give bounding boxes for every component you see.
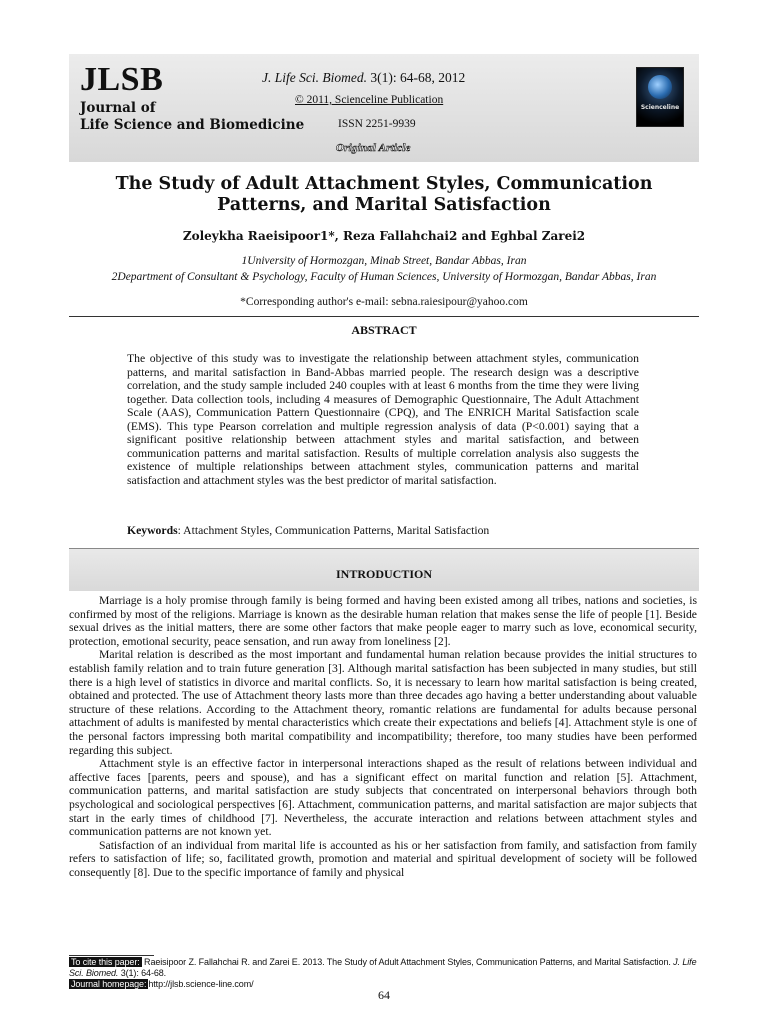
cite-journal: J. Life Sci. Biomed. (69, 957, 697, 978)
journal-name-line1: Journal of (80, 100, 156, 116)
citation-footnote (69, 957, 699, 990)
globe-icon (648, 75, 672, 99)
paragraph: Marital relation is described as the most important and fundamental human relation because provides the initial structures to establish family relation and to train future generation [3]. Although marital satisfaction has been subjected in many studies, but still there is a high level of statistics in divorce and marital conflicts. So, it is necessary to learn how marital satisfaction is being created, obtained and protected. The use of Attachment theory lasts more than three decades ago having a better understanding about valuable structure of these relations. According to the Attachment theory, romantic relations are fundamental for adults because personal attachment of adults is manifested by mental characteristics which create their expectations and beliefs [4]. Attachment style is one of the personal factors impressing both marital compatibility and incompatibility; therefore, too many studies have been performed regarding this subject. (69, 648, 697, 757)
author-list: Zoleykha Raeisipoor1*, Reza Fallahchai2 and Eghbal Zarei2 (182, 229, 586, 243)
citation-journal: J. Life Sci. Biomed. (262, 70, 367, 85)
homepage-label: Journal homepage: (71, 979, 147, 989)
cite-text: Raeisipoor Z. Fallahchai R. and Zarei E. 2013. The Study of Adult Attachment Styles, Communication Patterns, and Marital Satisfaction. (141, 957, 674, 967)
keywords-label: Keywords (127, 524, 178, 537)
introduction-heading: INTRODUCTION (335, 567, 432, 581)
scienceline-logo (636, 67, 684, 127)
paragraph: Attachment style is an effective factor in interpersonal interactions shaped as the result of relations between individual and affective faces [parents, peers and spouse), and has a significant effect on marital function and relation [5]. Attachment, communication patterns, and marital satisfaction are study subjects that concentrated on interpersonal behaviors through both psychological and sociological perspectives [6]. Attachment, communication patterns, and marital satisfaction are major subjects that start in the early times of childhood [7]. Nevertheless, the accurate interaction and relations between attachment styles and communication patterns are not known yet. (69, 757, 697, 839)
paragraph: Satisfaction of an individual from marital life is accounted as his or her satisfaction from family, and satisfaction from family refers to satisfaction of life; so, facilitated growth, promotion and material and spiritual development of society will be followed consequently [8]. Due to the specific importance of family and physical (69, 838, 697, 879)
footnote-rule (69, 955, 154, 956)
logo-text: Scienceline (640, 104, 680, 111)
journal-name-line2: Life Science and Biomedicine (80, 117, 305, 133)
homepage-url[interactable]: http://jlsb.science-line.com/ (148, 979, 254, 989)
journal-abbrev: JLSB (80, 61, 164, 98)
article-type-label: Original Article (336, 142, 411, 154)
affiliation-1: 1University of Hormozgan, Minab Street, Bandar Abbas, Iran (241, 255, 527, 267)
keywords (127, 524, 639, 537)
issn: ISSN 2251-9939 (338, 118, 416, 130)
corresponding-author: *Corresponding author's e-mail: sebna.raiesipour@yahoo.com (240, 296, 528, 308)
cite-line (69, 957, 699, 979)
journal-name (80, 100, 304, 134)
divider (69, 316, 699, 317)
introduction-body (69, 594, 697, 879)
journal-citation (262, 70, 465, 86)
cite-label: To cite this paper: (71, 957, 140, 967)
page-number: 64 (378, 988, 390, 1002)
abstract-text: The objective of this study was to investigate the relationship between attachment styles, communication patterns, and marital satisfaction in Band-Abbas married people. The research design was a descriptive correlation, and the study sample included 240 couples with at least 6 months from the time they were living together. Data collection tools, including 4 measures of Demographic Questionnaire, The Adult Attachment Scale (AAS), Communication Pattern Questionnaire (CPQ), and The ENRICH Marital Satisfaction scale (EMS). This type Pearson correlation and multiple regression analysis of data (P<0.001) saying that a significant positive relationship between attachment styles and marital satisfaction, and between communication patterns and marital satisfaction. Results of multiple correlation analysis also suggests the existence of multiple relationships between attachment styles, communication patterns and marital satisfaction and attachment styles was the best predictor of marital satisfaction. (127, 352, 639, 487)
keywords-list: : Attachment Styles, Communication Patterns, Marital Satisfaction (177, 524, 490, 537)
affiliation-2: 2Department of Consultant & Psychology, Faculty of Human Sciences, University of Hormozgan, Bandar Abbas, Iran (111, 271, 657, 283)
paper-title: The Study of Adult Attachment Styles, Communication Patterns, and Marital Satisfaction (115, 174, 653, 215)
copyright-link[interactable]: © 2011, Scienceline Publication (295, 94, 444, 106)
cite-tail: 3(1): 64-68. (118, 968, 167, 978)
abstract-heading: ABSTRACT (351, 323, 417, 337)
citation-volume: 3(1): 64-68, 2012 (366, 70, 466, 85)
paragraph: Marriage is a holy promise through family is being formed and having been existed among all tribes, nations and societies, is confirmed by most of the religions. Marriage is known as the desirable human relation that makes sense the life of people [1]. Beside sexual drives as the initial matters, there are some other factors that make people eager to marry such as love, economical security, protection, emotional security, peace sensation, and run away from loneliness [2]. (69, 594, 697, 648)
